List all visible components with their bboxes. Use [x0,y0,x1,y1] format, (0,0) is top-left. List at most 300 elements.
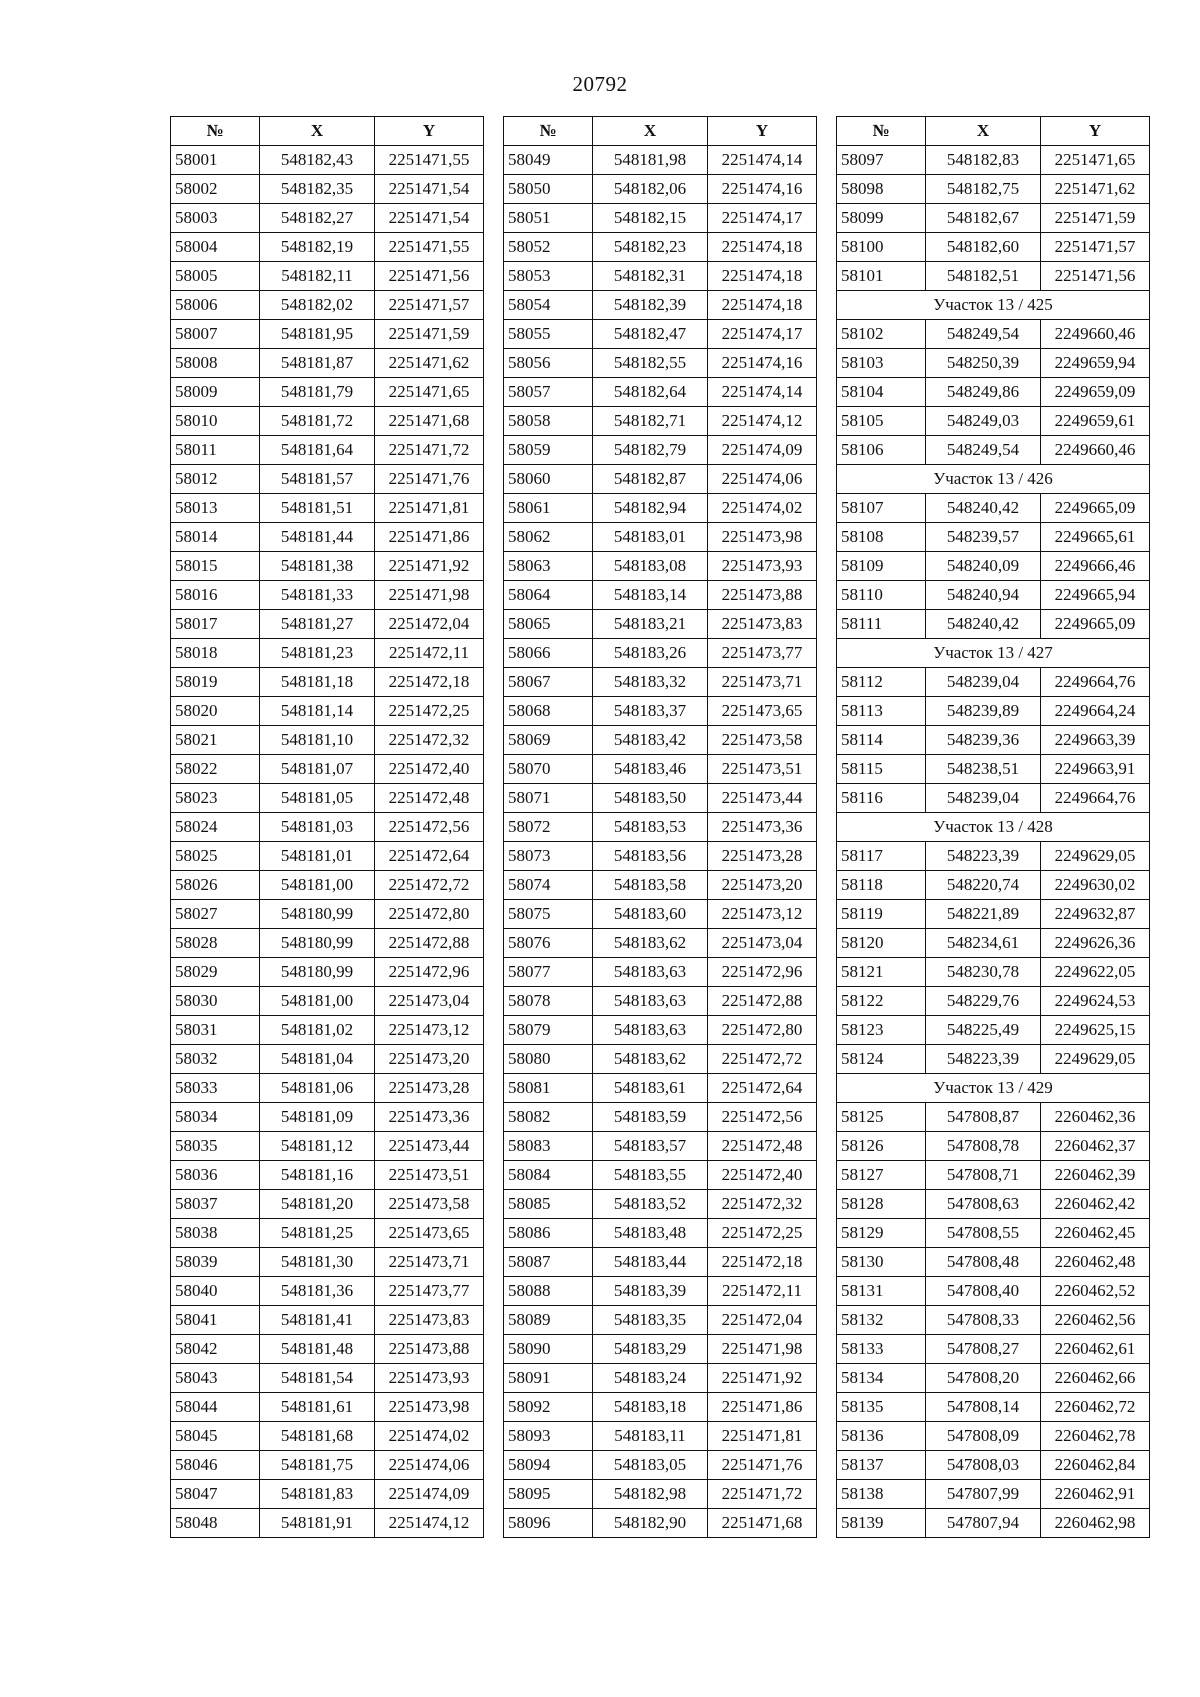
x-coordinate-cell: 548181,75 [260,1451,375,1480]
table-row [171,552,484,581]
x-coordinate-cell: 548181,72 [260,407,375,436]
header-x: X [593,117,708,146]
x-coordinate-cell: 548183,50 [593,784,708,813]
header-num: № [837,117,926,146]
x-coordinate-cell: 548183,18 [593,1393,708,1422]
x-coordinate-cell: 548180,99 [260,900,375,929]
point-number-cell: 58018 [171,639,260,668]
x-coordinate-cell: 548181,98 [593,146,708,175]
x-coordinate-cell: 548181,16 [260,1161,375,1190]
y-coordinate-cell: 2249625,15 [1041,1016,1150,1045]
y-coordinate-cell: 2251473,04 [708,929,817,958]
y-coordinate-cell: 2260462,36 [1041,1103,1150,1132]
x-coordinate-cell: 547808,40 [926,1277,1041,1306]
y-coordinate-cell: 2251474,14 [708,378,817,407]
y-coordinate-cell: 2251473,93 [708,552,817,581]
x-coordinate-cell: 548240,42 [926,610,1041,639]
y-coordinate-cell: 2251474,12 [708,407,817,436]
y-coordinate-cell: 2249665,94 [1041,581,1150,610]
coordinates-table-3 [836,116,1150,1538]
y-coordinate-cell: 2249630,02 [1041,871,1150,900]
table-row [504,697,817,726]
x-coordinate-cell: 548249,54 [926,320,1041,349]
x-coordinate-cell: 548181,79 [260,378,375,407]
point-number-cell: 58086 [504,1219,593,1248]
y-coordinate-cell: 2251474,06 [708,465,817,494]
point-number-cell: 58082 [504,1103,593,1132]
x-coordinate-cell: 548183,48 [593,1219,708,1248]
table-row [837,1103,1150,1132]
point-number-cell: 58136 [837,1422,926,1451]
point-number-cell: 58048 [171,1509,260,1538]
point-number-cell: 58014 [171,523,260,552]
point-number-cell: 58055 [504,320,593,349]
x-coordinate-cell: 548239,04 [926,668,1041,697]
point-number-cell: 58060 [504,465,593,494]
y-coordinate-cell: 2251474,09 [708,436,817,465]
x-coordinate-cell: 548183,58 [593,871,708,900]
point-number-cell: 58064 [504,581,593,610]
header-x: X [926,117,1041,146]
x-coordinate-cell: 548181,68 [260,1422,375,1451]
point-number-cell: 58089 [504,1306,593,1335]
x-coordinate-cell: 548182,27 [260,204,375,233]
section-row [837,639,1150,668]
y-coordinate-cell: 2251472,32 [375,726,484,755]
point-number-cell: 58035 [171,1132,260,1161]
table-row [504,175,817,204]
point-number-cell: 58013 [171,494,260,523]
point-number-cell: 58130 [837,1248,926,1277]
point-number-cell: 58041 [171,1306,260,1335]
x-coordinate-cell: 548182,71 [593,407,708,436]
table-row [171,842,484,871]
point-number-cell: 58119 [837,900,926,929]
section-title: Участок 13 / 426 [837,465,1150,494]
y-coordinate-cell: 2251473,51 [375,1161,484,1190]
table-row [171,1393,484,1422]
table-row [837,436,1150,465]
point-number-cell: 58076 [504,929,593,958]
table-row [171,1103,484,1132]
y-coordinate-cell: 2251472,48 [375,784,484,813]
x-coordinate-cell: 548183,44 [593,1248,708,1277]
point-number-cell: 58105 [837,407,926,436]
point-number-cell: 58068 [504,697,593,726]
table-row [504,552,817,581]
x-coordinate-cell: 548249,03 [926,407,1041,436]
table-row [171,639,484,668]
point-number-cell: 58132 [837,1306,926,1335]
point-number-cell: 58044 [171,1393,260,1422]
x-coordinate-cell: 548181,00 [260,871,375,900]
y-coordinate-cell: 2251471,86 [708,1393,817,1422]
section-title: Участок 13 / 425 [837,291,1150,320]
point-number-cell: 58118 [837,871,926,900]
point-number-cell: 58084 [504,1161,593,1190]
table-row [504,1335,817,1364]
y-coordinate-cell: 2249665,61 [1041,523,1150,552]
table-row [837,755,1150,784]
x-coordinate-cell: 548250,39 [926,349,1041,378]
point-number-cell: 58103 [837,349,926,378]
table-row [504,1132,817,1161]
point-number-cell: 58019 [171,668,260,697]
table-row [171,1045,484,1074]
table-row [837,1277,1150,1306]
header-row [504,117,817,146]
point-number-cell: 58091 [504,1364,593,1393]
x-coordinate-cell: 548183,56 [593,842,708,871]
y-coordinate-cell: 2251473,98 [708,523,817,552]
point-number-cell: 58036 [171,1161,260,1190]
point-number-cell: 58124 [837,1045,926,1074]
x-coordinate-cell: 547808,63 [926,1190,1041,1219]
x-coordinate-cell: 548183,29 [593,1335,708,1364]
y-coordinate-cell: 2251473,83 [375,1306,484,1335]
table-row [837,407,1150,436]
point-number-cell: 58017 [171,610,260,639]
point-number-cell: 58016 [171,581,260,610]
table-row [504,958,817,987]
table-row [837,494,1150,523]
point-number-cell: 58073 [504,842,593,871]
table-row [837,320,1150,349]
y-coordinate-cell: 2251473,44 [375,1132,484,1161]
x-coordinate-cell: 548182,47 [593,320,708,349]
table-row [171,494,484,523]
y-coordinate-cell: 2249629,05 [1041,842,1150,871]
x-coordinate-cell: 548249,86 [926,378,1041,407]
point-number-cell: 58096 [504,1509,593,1538]
point-number-cell: 58005 [171,262,260,291]
point-number-cell: 58093 [504,1422,593,1451]
table-row [171,1016,484,1045]
table-row [837,610,1150,639]
point-number-cell: 58050 [504,175,593,204]
x-coordinate-cell: 548183,24 [593,1364,708,1393]
coordinates-table-1 [170,116,484,1538]
point-number-cell: 58020 [171,697,260,726]
y-coordinate-cell: 2251472,18 [708,1248,817,1277]
y-coordinate-cell: 2251471,62 [375,349,484,378]
point-number-cell: 58012 [171,465,260,494]
x-coordinate-cell: 548230,78 [926,958,1041,987]
point-number-cell: 58106 [837,436,926,465]
table-row [837,900,1150,929]
x-coordinate-cell: 547808,71 [926,1161,1041,1190]
table-row [504,1480,817,1509]
x-coordinate-cell: 548182,19 [260,233,375,262]
x-coordinate-cell: 548180,99 [260,958,375,987]
y-coordinate-cell: 2251473,36 [375,1103,484,1132]
table-row [504,407,817,436]
y-coordinate-cell: 2251473,65 [375,1219,484,1248]
x-coordinate-cell: 548183,52 [593,1190,708,1219]
point-number-cell: 58022 [171,755,260,784]
point-number-cell: 58098 [837,175,926,204]
table-row [171,1306,484,1335]
point-number-cell: 58109 [837,552,926,581]
table-row [837,697,1150,726]
table-row [171,668,484,697]
table-row [171,987,484,1016]
point-number-cell: 58043 [171,1364,260,1393]
point-number-cell: 58024 [171,813,260,842]
x-coordinate-cell: 547808,87 [926,1103,1041,1132]
point-number-cell: 58070 [504,755,593,784]
y-coordinate-cell: 2251473,28 [375,1074,484,1103]
table-row [171,755,484,784]
y-coordinate-cell: 2251472,25 [708,1219,817,1248]
x-coordinate-cell: 548181,25 [260,1219,375,1248]
point-number-cell: 58023 [171,784,260,813]
point-number-cell: 58137 [837,1451,926,1480]
y-coordinate-cell: 2249663,91 [1041,755,1150,784]
point-number-cell: 58066 [504,639,593,668]
header-y: Y [708,117,817,146]
table-row [504,436,817,465]
x-coordinate-cell: 548181,23 [260,639,375,668]
table-row [837,204,1150,233]
y-coordinate-cell: 2251474,16 [708,175,817,204]
x-coordinate-cell: 547808,14 [926,1393,1041,1422]
x-coordinate-cell: 548183,46 [593,755,708,784]
y-coordinate-cell: 2249660,46 [1041,436,1150,465]
x-coordinate-cell: 548181,05 [260,784,375,813]
y-coordinate-cell: 2249659,09 [1041,378,1150,407]
y-coordinate-cell: 2249659,61 [1041,407,1150,436]
point-number-cell: 58121 [837,958,926,987]
point-number-cell: 58015 [171,552,260,581]
table-row [171,900,484,929]
x-coordinate-cell: 548182,87 [593,465,708,494]
point-number-cell: 58025 [171,842,260,871]
table-row [171,1277,484,1306]
y-coordinate-cell: 2249666,46 [1041,552,1150,581]
table-row [171,407,484,436]
x-coordinate-cell: 548239,57 [926,523,1041,552]
point-number-cell: 58009 [171,378,260,407]
table-row [171,1248,484,1277]
x-coordinate-cell: 548181,02 [260,1016,375,1045]
y-coordinate-cell: 2251472,11 [375,639,484,668]
x-coordinate-cell: 548183,14 [593,581,708,610]
table-row [837,987,1150,1016]
table-row [504,146,817,175]
x-coordinate-cell: 548181,87 [260,349,375,378]
table-row [504,1509,817,1538]
x-coordinate-cell: 548183,53 [593,813,708,842]
y-coordinate-cell: 2249629,05 [1041,1045,1150,1074]
x-coordinate-cell: 548181,33 [260,581,375,610]
x-coordinate-cell: 548183,63 [593,958,708,987]
y-coordinate-cell: 2251471,92 [708,1364,817,1393]
point-number-cell: 58097 [837,146,926,175]
x-coordinate-cell: 548234,61 [926,929,1041,958]
point-number-cell: 58051 [504,204,593,233]
table-row [837,262,1150,291]
y-coordinate-cell: 2251473,58 [708,726,817,755]
table-row [837,552,1150,581]
table-row [504,494,817,523]
point-number-cell: 58067 [504,668,593,697]
y-coordinate-cell: 2251473,20 [708,871,817,900]
table-row [171,871,484,900]
point-number-cell: 58099 [837,204,926,233]
x-coordinate-cell: 548183,21 [593,610,708,639]
header-num: № [171,117,260,146]
x-coordinate-cell: 548181,61 [260,1393,375,1422]
y-coordinate-cell: 2251474,06 [375,1451,484,1480]
x-coordinate-cell: 548182,79 [593,436,708,465]
y-coordinate-cell: 2251471,65 [1041,146,1150,175]
x-coordinate-cell: 548183,55 [593,1161,708,1190]
y-coordinate-cell: 2251472,04 [375,610,484,639]
point-number-cell: 58032 [171,1045,260,1074]
x-coordinate-cell: 548181,10 [260,726,375,755]
y-coordinate-cell: 2251474,02 [708,494,817,523]
x-coordinate-cell: 548181,27 [260,610,375,639]
table-row [837,842,1150,871]
x-coordinate-cell: 548182,83 [926,146,1041,175]
point-number-cell: 58026 [171,871,260,900]
x-coordinate-cell: 548238,51 [926,755,1041,784]
x-coordinate-cell: 548183,61 [593,1074,708,1103]
point-number-cell: 58075 [504,900,593,929]
y-coordinate-cell: 2260462,56 [1041,1306,1150,1335]
point-number-cell: 58037 [171,1190,260,1219]
point-number-cell: 58116 [837,784,926,813]
point-number-cell: 58133 [837,1335,926,1364]
y-coordinate-cell: 2251471,86 [375,523,484,552]
header-row [837,117,1150,146]
table-row [171,1335,484,1364]
table-row [837,349,1150,378]
point-number-cell: 58079 [504,1016,593,1045]
point-number-cell: 58074 [504,871,593,900]
point-number-cell: 58135 [837,1393,926,1422]
y-coordinate-cell: 2251473,12 [708,900,817,929]
x-coordinate-cell: 548181,30 [260,1248,375,1277]
point-number-cell: 58108 [837,523,926,552]
table-row [504,755,817,784]
coordinates-table-2 [503,116,817,1538]
point-number-cell: 58065 [504,610,593,639]
table-row [171,610,484,639]
y-coordinate-cell: 2251474,18 [708,291,817,320]
y-coordinate-cell: 2251472,64 [375,842,484,871]
x-coordinate-cell: 548183,08 [593,552,708,581]
table-row [837,1016,1150,1045]
point-number-cell: 58085 [504,1190,593,1219]
x-coordinate-cell: 548223,39 [926,842,1041,871]
y-coordinate-cell: 2251472,48 [708,1132,817,1161]
y-coordinate-cell: 2249663,39 [1041,726,1150,755]
y-coordinate-cell: 2251472,88 [708,987,817,1016]
x-coordinate-cell: 548223,39 [926,1045,1041,1074]
table-row [171,378,484,407]
table-row [171,349,484,378]
x-coordinate-cell: 548183,39 [593,1277,708,1306]
x-coordinate-cell: 548183,05 [593,1451,708,1480]
table-row [837,1422,1150,1451]
x-coordinate-cell: 548183,01 [593,523,708,552]
point-number-cell: 58034 [171,1103,260,1132]
point-number-cell: 58102 [837,320,926,349]
table-row [171,1509,484,1538]
x-coordinate-cell: 548183,62 [593,1045,708,1074]
y-coordinate-cell: 2251473,51 [708,755,817,784]
x-coordinate-cell: 548181,83 [260,1480,375,1509]
y-coordinate-cell: 2251473,77 [375,1277,484,1306]
table-row [171,929,484,958]
table-row [504,610,817,639]
x-coordinate-cell: 548182,31 [593,262,708,291]
table-row [504,1190,817,1219]
x-coordinate-cell: 548182,02 [260,291,375,320]
y-coordinate-cell: 2251473,20 [375,1045,484,1074]
table-row [171,291,484,320]
table-row [504,465,817,494]
point-number-cell: 58031 [171,1016,260,1045]
table-row [504,726,817,755]
point-number-cell: 58072 [504,813,593,842]
y-coordinate-cell: 2251472,40 [708,1161,817,1190]
point-number-cell: 58061 [504,494,593,523]
x-coordinate-cell: 548220,74 [926,871,1041,900]
y-coordinate-cell: 2251471,81 [708,1422,817,1451]
point-number-cell: 58110 [837,581,926,610]
table-row [171,1422,484,1451]
x-coordinate-cell: 548182,67 [926,204,1041,233]
table-row [171,1132,484,1161]
table-row [837,726,1150,755]
point-number-cell: 58069 [504,726,593,755]
y-coordinate-cell: 2251471,57 [375,291,484,320]
table-row [171,1190,484,1219]
point-number-cell: 58052 [504,233,593,262]
x-coordinate-cell: 548181,09 [260,1103,375,1132]
table-row [504,1219,817,1248]
table-row [504,1045,817,1074]
table-row [837,1248,1150,1277]
point-number-cell: 58047 [171,1480,260,1509]
x-coordinate-cell: 548182,60 [926,233,1041,262]
y-coordinate-cell: 2251473,83 [708,610,817,639]
x-coordinate-cell: 548182,35 [260,175,375,204]
table-row [171,262,484,291]
y-coordinate-cell: 2251473,88 [375,1335,484,1364]
y-coordinate-cell: 2251473,93 [375,1364,484,1393]
y-coordinate-cell: 2251472,72 [708,1045,817,1074]
y-coordinate-cell: 2249665,09 [1041,610,1150,639]
table-row [837,523,1150,552]
x-coordinate-cell: 547808,55 [926,1219,1041,1248]
y-coordinate-cell: 2251472,25 [375,697,484,726]
table-row [504,1451,817,1480]
table-row [504,1364,817,1393]
x-coordinate-cell: 547808,78 [926,1132,1041,1161]
x-coordinate-cell: 548181,07 [260,755,375,784]
table-row [504,1016,817,1045]
point-number-cell: 58046 [171,1451,260,1480]
y-coordinate-cell: 2251471,57 [1041,233,1150,262]
table-row [504,262,817,291]
table-row [171,1364,484,1393]
x-coordinate-cell: 548182,51 [926,262,1041,291]
table-row [837,1132,1150,1161]
